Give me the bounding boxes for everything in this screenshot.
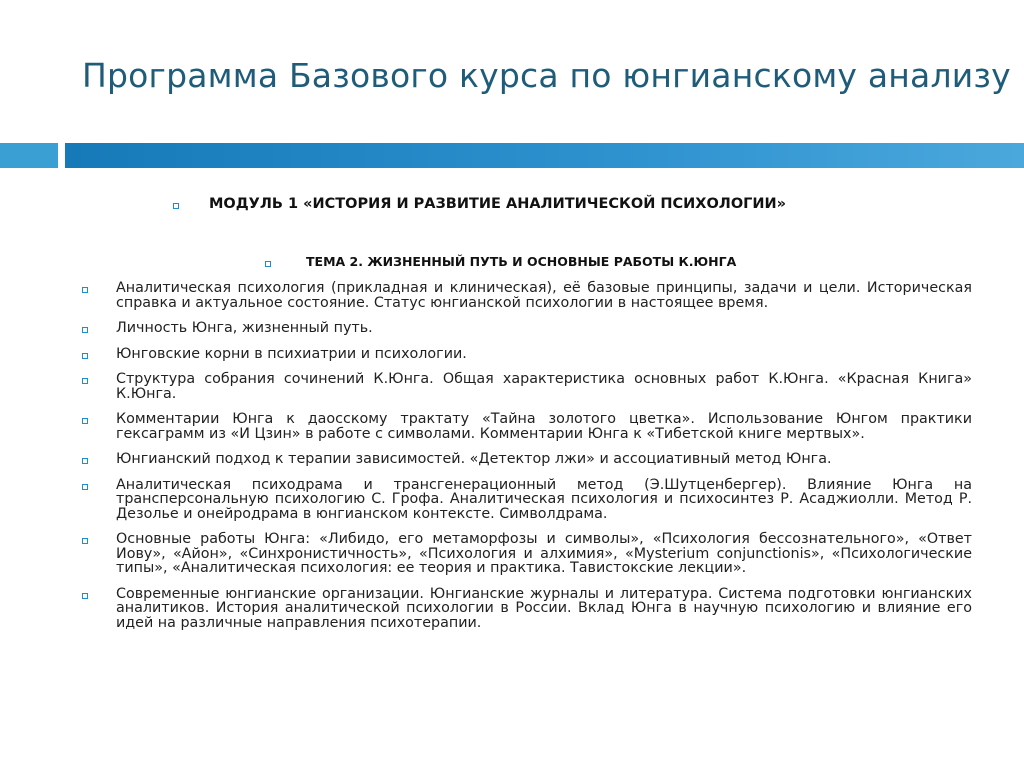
module-heading — [176, 196, 786, 212]
bullet-square-icon — [173, 203, 179, 209]
bullet-list — [82, 281, 972, 641]
list-item-text: Личность Юнга, жизненный путь. — [116, 320, 373, 336]
theme-heading — [265, 254, 736, 269]
module-heading-text: МОДУЛЬ 1 «ИСТОРИЯ И РАЗВИТИЕ АНАЛИТИЧЕСКОЙ ПСИХОЛОГИИ» — [209, 196, 787, 212]
list-item — [82, 532, 972, 576]
list-item-text: Комментарии Юнга к даосскому трактату «Тайна золотого цветка». Использование Юнгом практики гексаграмм из «И Цзин» в работе с символами. Комментарии Юнга к «Тибетской книге мертвых». — [116, 411, 972, 442]
list-item — [82, 321, 972, 336]
bullet-square-icon — [82, 418, 88, 424]
list-item-text: Аналитическая психология (прикладная и клиническая), её базовые принципы, задачи и цели. Историческая справка и актуальное состояние. Статус юнгианской психологии в настоящее время. — [116, 280, 972, 311]
list-item — [82, 478, 972, 522]
list-item-text: Основные работы Юнга: «Либидо, его метаморфозы и символы», «Психология бессознательного», «Ответ Иову», «Айон», «Синхронистичность», «Психология и алхимия», «Mysterium conjunctionis», «Психологические типы», «Аналитическая психология: ее теория и практика. Тавистокские лекции». — [116, 531, 972, 576]
list-item — [82, 587, 972, 631]
bullet-square-icon — [82, 327, 88, 333]
theme-heading-text: ТЕМА 2. ЖИЗНЕННЫЙ ПУТЬ И ОСНОВНЫЕ РАБОТЫ К.ЮНГА — [306, 254, 737, 269]
slide-title: Программа Базового курса по юнгианскому анализу — [82, 56, 1011, 95]
list-item-text: Юнгианский подход к терапии зависимостей. «Детектор лжи» и ассоциативный метод Юнга. — [116, 451, 832, 467]
list-item — [82, 281, 972, 310]
bullet-square-icon — [82, 484, 88, 490]
bullet-square-icon — [82, 378, 88, 384]
list-item-text: Современные юнгианские организации. Юнгианские журналы и литература. Система подготовки юнгианских аналитиков. История аналитической психологии в России. Вклад Юнга в научную психологию и влияние его идей на различные направления психотерапии. — [116, 585, 972, 631]
bullet-square-icon — [265, 261, 271, 267]
list-item — [82, 347, 972, 362]
list-item-text: Юнговские корни в психиатрии и психологии. — [116, 345, 467, 362]
list-item — [82, 452, 972, 467]
bullet-square-icon — [82, 538, 88, 544]
bullet-square-icon — [82, 593, 88, 599]
list-item-text: Аналитическая психодрама и трансгенерационный метод (Э.Шутценбергер). Влияние Юнга на трансперсональную психологию С. Грофа. Аналитическая психология и психосинтез Р. Асаджиолли. Метод Р. Дезолье и онейродрама в юнгианском контексте. Символдрама. — [116, 476, 972, 522]
list-item-text: Структура собрания сочинений К.Юнга. Общая характеристика основных работ К.Юнга. «Красная Книга» К.Юнга. — [116, 371, 972, 402]
bullet-square-icon — [82, 353, 88, 359]
list-item — [82, 372, 972, 401]
bullet-square-icon — [82, 287, 88, 293]
accent-bar-left — [0, 143, 58, 168]
bullet-square-icon — [82, 458, 88, 464]
list-item — [82, 412, 972, 441]
accent-bar-right — [65, 143, 1024, 168]
